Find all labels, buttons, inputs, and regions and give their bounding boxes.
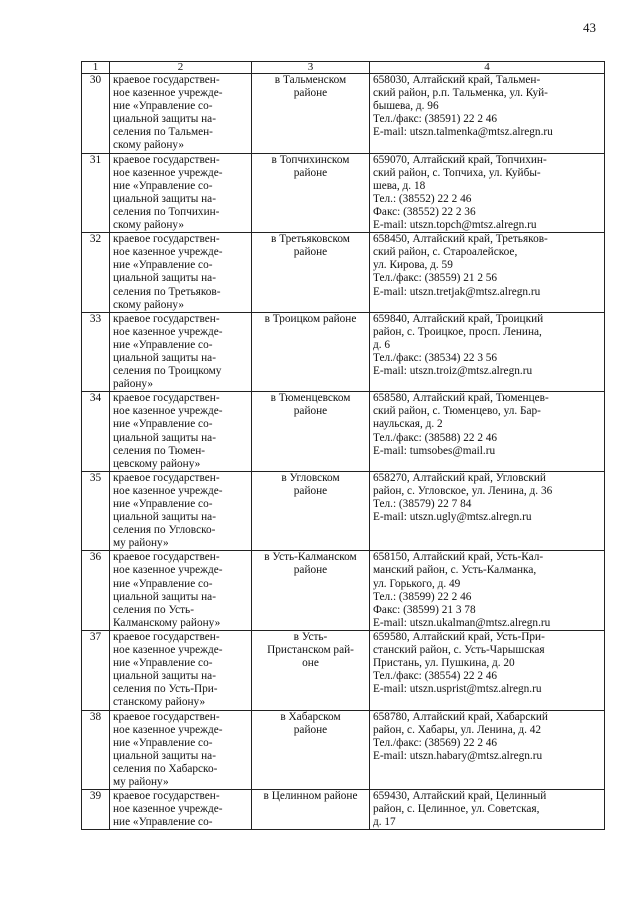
institution-name-line: краевое государствен- [113, 392, 220, 405]
district-name [252, 551, 370, 631]
institution-name-line: селения по Усть- [113, 603, 194, 616]
district-name-line: в Третьяковском [271, 233, 350, 246]
address-contacts-line: д. 6 [373, 338, 391, 351]
district-name [252, 471, 370, 551]
address-contacts-line: ский район, с. Староалейское, [373, 246, 518, 259]
institution-name-line: селения по Усть-При- [113, 683, 218, 696]
district-name-line: в Угловском [281, 471, 340, 484]
institution-name-line: селения по Третьяков- [113, 285, 221, 298]
address-contacts [370, 790, 605, 830]
institution-name-line: ное казенное учрежде- [113, 246, 223, 259]
institution-name-line: краевое государствен- [113, 710, 220, 723]
district-name-line: районе [293, 564, 328, 577]
district-name-line: районе [293, 723, 328, 736]
district-name [252, 74, 370, 154]
address-contacts-line: Тел./факс: (38591) 22 2 46 [373, 113, 498, 126]
address-contacts-line: ский район, с. Тюменцево, ул. Бар- [373, 405, 541, 418]
institution-name-line: ние «Управление со- [113, 418, 213, 431]
address-contacts-line: E-mail: utszn.ugly@mtsz.alregn.ru [373, 511, 532, 524]
table-header [82, 62, 605, 74]
institution-name-line: скому району» [113, 298, 184, 311]
institution-name-line: краевое государствен- [113, 153, 220, 166]
institution-name-line: скому району» [113, 139, 184, 152]
address-contacts-line: манский район, с. Усть-Калманка, [373, 564, 537, 577]
district-name-line: в Тальменском [274, 74, 347, 86]
institution-name-line: краевое государствен- [113, 74, 220, 86]
district-name-line: в Усть-Калманском [264, 551, 357, 564]
address-contacts-line: ский район, с. Топчиха, ул. Куйбы- [373, 166, 541, 179]
address-contacts-line: 659580, Алтайский край, Усть-При- [373, 630, 545, 643]
address-contacts [370, 233, 605, 313]
address-contacts-line: E-mail: utszn.troiz@mtsz.alregn.ru [373, 365, 533, 378]
institution-name-line: циальной защиты на- [113, 590, 216, 603]
institution-name-line: циальной защиты на- [113, 749, 216, 762]
institution-name-line: селения по Топчихин- [113, 205, 220, 218]
institution-name-line: циальной защиты на- [113, 670, 216, 683]
address-contacts-line: Тел./факс: (38588) 22 2 46 [373, 431, 498, 444]
address-contacts [370, 630, 605, 710]
institution-name-line: селения по Хабарско- [113, 762, 218, 775]
address-contacts-line: Тел./факс: (38559) 21 2 56 [373, 272, 498, 285]
district-name-line: в Усть- [293, 630, 328, 643]
district-name-line: в Троицком районе [264, 312, 357, 325]
address-contacts-line: район, с. Хабары, ул. Ленина, д. 42 [373, 723, 542, 736]
institution-name-line: циальной защиты на- [113, 192, 216, 205]
institution-name [110, 233, 252, 313]
address-contacts-line: Тел./факс: (38554) 22 2 46 [373, 670, 498, 683]
institution-name [110, 710, 252, 790]
address-contacts-line: Тел./факс: (38569) 22 2 46 [373, 736, 498, 749]
column-header: 4 [370, 62, 605, 74]
institution-name-line: ное казенное учрежде- [113, 803, 223, 816]
district-name-line: Пристанском рай- [267, 644, 354, 657]
institution-name-line: краевое государствен- [113, 790, 220, 803]
table-row [82, 710, 605, 790]
institution-name-line: ние «Управление со- [113, 498, 213, 510]
address-contacts-line: ский район, р.п. Тальменка, ул. Куй- [373, 87, 548, 100]
column-header: 2 [110, 62, 252, 74]
institution-name-line: ние «Управление со- [113, 577, 213, 590]
institution-name-line: краевое государствен- [113, 471, 220, 484]
institution-name-line: селения по Угловско- [113, 524, 216, 537]
address-contacts-line: E-mail: utszn.talmenka@mtsz.alregn.ru [373, 126, 553, 139]
address-contacts-line: район, с. Угловское, ул. Ленина, д. 36 [373, 484, 553, 497]
institution-name-line: циальной защиты на- [113, 351, 216, 364]
address-contacts-line: Тел./факс: (38534) 22 3 56 [373, 351, 498, 364]
district-name [252, 153, 370, 233]
institution-name-line: ное казенное учрежде- [113, 166, 223, 179]
row-number: 35 [82, 471, 110, 551]
address-contacts [370, 74, 605, 154]
institution-name-line: ное казенное учрежде- [113, 87, 223, 100]
row-number: 32 [82, 233, 110, 313]
institution-name-line: ние «Управление со- [113, 736, 213, 749]
institution-name-line: району» [113, 378, 153, 391]
row-number: 31 [82, 153, 110, 233]
institution-name-line: ние «Управление со- [113, 657, 213, 670]
institution-name [110, 312, 252, 392]
district-name-line: районе [293, 246, 328, 259]
table-row [82, 312, 605, 392]
institution-name-line: ное казенное учрежде- [113, 325, 223, 338]
row-number: 39 [82, 790, 110, 830]
address-contacts-line: Факс: (38552) 22 2 36 [373, 205, 476, 218]
institution-name-line: ное казенное учрежде- [113, 405, 223, 418]
address-contacts-line: шева, д. 18 [373, 179, 426, 192]
column-header: 3 [252, 62, 370, 74]
institution-name-line: станскому району» [113, 696, 206, 709]
institutions-table [81, 61, 605, 830]
address-contacts-line: E-mail: utszn.habary@mtsz.alregn.ru [373, 749, 543, 762]
table-row [82, 74, 605, 154]
address-contacts-line: 658270, Алтайский край, Угловский [373, 471, 546, 484]
table-row [82, 790, 605, 830]
institution-name-line: Калманскому району» [113, 616, 221, 629]
district-name-line: районе [293, 405, 328, 418]
institution-name [110, 630, 252, 710]
table-row [82, 471, 605, 551]
row-number: 36 [82, 551, 110, 631]
district-name [252, 392, 370, 472]
table-row [82, 630, 605, 710]
institution-name-line: ние «Управление со- [113, 179, 213, 192]
address-contacts-line: 658450, Алтайский край, Третьяков- [373, 233, 548, 246]
address-contacts-line: Тел.: (38599) 22 2 46 [373, 590, 472, 603]
address-contacts [370, 710, 605, 790]
address-contacts-line: E-mail: tumsobes@mail.ru [373, 444, 496, 457]
row-number: 34 [82, 392, 110, 472]
institution-name-line: краевое государствен- [113, 233, 220, 246]
address-contacts-line: Тел.: (38552) 22 2 46 [373, 192, 472, 205]
district-name-line: оне [302, 657, 319, 670]
address-contacts-line: 658780, Алтайский край, Хабарский [373, 710, 548, 723]
address-contacts-line: E-mail: utszn.topch@mtsz.alregn.ru [373, 219, 537, 232]
address-contacts-line: ул. Горького, д. 49 [373, 577, 461, 590]
district-name [252, 790, 370, 830]
address-contacts [370, 392, 605, 472]
address-contacts-line: 658580, Алтайский край, Тюменцев- [373, 392, 549, 405]
table-row [82, 551, 605, 631]
address-contacts [370, 471, 605, 551]
institution-name-line: селения по Тюмен- [113, 444, 206, 457]
institution-name-line: цевскому району» [113, 457, 201, 470]
district-name [252, 233, 370, 313]
institution-name-line: ние «Управление со- [113, 259, 213, 272]
address-contacts [370, 551, 605, 631]
institution-name-line: ние «Управление со- [113, 100, 213, 113]
address-contacts-line: станский район, с. Усть-Чарышская [373, 644, 545, 657]
institution-name-line: му району» [113, 537, 169, 550]
address-contacts-line: район, с. Целинное, ул. Советская, [373, 803, 540, 816]
address-contacts-line: 659840, Алтайский край, Троицкий [373, 312, 544, 325]
institution-name-line: ние «Управление со- [113, 338, 213, 351]
address-contacts-line: район, с. Троицкое, просп. Ленина, [373, 325, 542, 338]
address-contacts-line: E-mail: utszn.tretjak@mtsz.alregn.ru [373, 285, 541, 298]
table-row [82, 233, 605, 313]
district-name [252, 710, 370, 790]
table-row [82, 153, 605, 233]
institution-name-line: ние «Управление со- [113, 816, 213, 829]
address-contacts-line: 659070, Алтайский край, Топчихин- [373, 153, 547, 166]
institution-name-line: циальной защиты на- [113, 113, 216, 126]
address-contacts-line: Пристань, ул. Пушкина, д. 20 [373, 657, 515, 670]
institution-name [110, 551, 252, 631]
address-contacts-line: E-mail: utszn.ukalman@mtsz.alregn.ru [373, 616, 551, 629]
district-name-line: в Тюменцевском [270, 392, 351, 405]
institution-name [110, 790, 252, 830]
institution-name-line: селения по Троицкому [113, 365, 222, 378]
institution-name [110, 153, 252, 233]
district-name-line: районе [293, 166, 328, 179]
table-row [82, 392, 605, 472]
institution-name-line: ное казенное учрежде- [113, 564, 223, 577]
address-contacts-line: д. 17 [373, 816, 396, 829]
institution-name [110, 392, 252, 472]
institution-name-line: ное казенное учрежде- [113, 644, 223, 657]
district-name-line: в Целинном районе [263, 790, 358, 803]
address-contacts-line: 659430, Алтайский край, Целинный [373, 790, 547, 803]
institution-name-line: циальной защиты на- [113, 272, 216, 285]
row-number: 38 [82, 710, 110, 790]
address-contacts-line: наульская, д. 2 [373, 418, 443, 431]
district-name [252, 630, 370, 710]
institution-name-line: ное казенное учрежде- [113, 723, 223, 736]
row-number: 37 [82, 630, 110, 710]
institution-name-line: циальной защиты на- [113, 431, 216, 444]
institution-name-line: селения по Тальмен- [113, 126, 213, 139]
address-contacts-line: Факс: (38599) 21 3 78 [373, 603, 476, 616]
address-contacts-line: 658150, Алтайский край, Усть-Кал- [373, 551, 544, 564]
address-contacts [370, 153, 605, 233]
row-number: 30 [82, 74, 110, 154]
address-contacts-line: E-mail: utszn.usprist@mtsz.alregn.ru [373, 683, 542, 696]
district-name-line: в Хабарском [280, 710, 341, 723]
address-contacts [370, 312, 605, 392]
address-contacts-line: Тел.: (38579) 22 7 84 [373, 498, 472, 510]
address-contacts-line: ул. Кирова, д. 59 [373, 259, 453, 272]
district-name-line: районе [293, 484, 328, 497]
row-number: 33 [82, 312, 110, 392]
institution-name-line: му району» [113, 775, 169, 788]
institution-name-line: краевое государствен- [113, 630, 220, 643]
institution-name-line: циальной защиты на- [113, 511, 216, 524]
institution-name [110, 74, 252, 154]
table-body [82, 74, 605, 830]
institution-name-line: скому району» [113, 219, 184, 232]
column-header: 1 [82, 62, 110, 74]
address-contacts-line: 658030, Алтайский край, Тальмен- [373, 74, 541, 86]
institution-name-line: краевое государствен- [113, 312, 220, 325]
district-name-line: районе [293, 87, 328, 100]
district-name [252, 312, 370, 392]
institution-name-line: краевое государствен- [113, 551, 220, 564]
district-name-line: в Топчихинском [271, 153, 350, 166]
page-number: 43 [583, 20, 596, 35]
address-contacts-line: бышева, д. 96 [373, 100, 439, 113]
institution-name [110, 471, 252, 551]
institution-name-line: ное казенное учрежде- [113, 484, 223, 497]
